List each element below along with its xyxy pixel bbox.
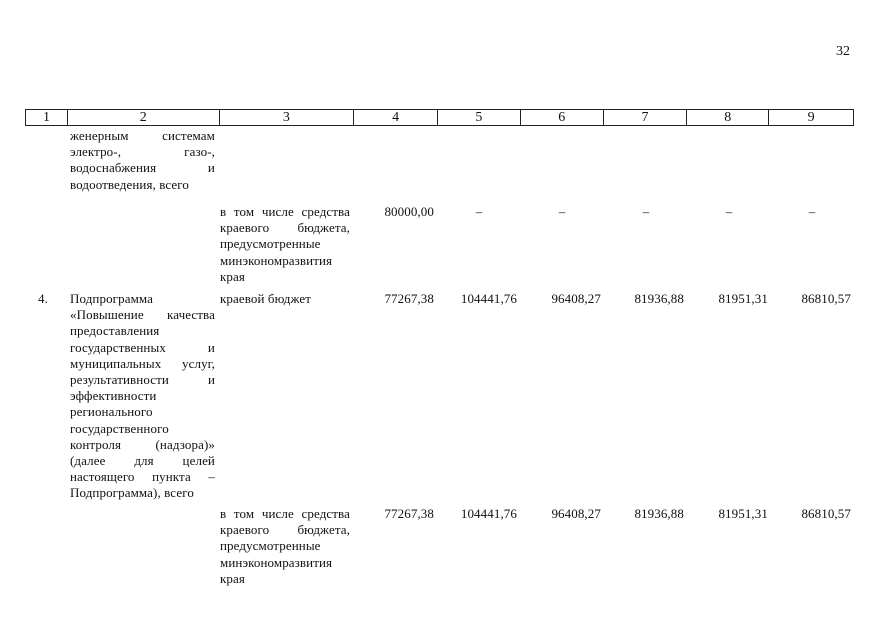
value-col-5: – xyxy=(475,204,483,219)
header-cell-9: 9 xyxy=(807,110,815,125)
value-col-7: 81936,88 xyxy=(634,506,684,521)
value-col-9: 86810,57 xyxy=(801,291,851,306)
header-cell-6: 6 xyxy=(521,110,604,125)
header-cell-4: 4 xyxy=(354,110,438,125)
value-col-9: – xyxy=(808,204,816,219)
header-cell-5: 5 xyxy=(438,110,521,125)
value-col-8: 81951,31 xyxy=(718,506,768,521)
item-number: 4. xyxy=(38,291,48,306)
value-col-5: 104441,76 xyxy=(460,506,517,521)
value-col-7: 81936,88 xyxy=(634,291,684,306)
header-cell-3: 3 xyxy=(220,110,355,125)
value-col-4: 80000,00 xyxy=(384,204,434,219)
header-cell-2: 2 xyxy=(68,110,220,125)
value-col-8: – xyxy=(725,204,733,219)
header-cell-7: 7 xyxy=(604,110,688,125)
item-name: женерным системам электро-, газо-, водоснабжения и водоотведения, всего xyxy=(70,128,215,192)
value-col-5: 104441,76 xyxy=(460,291,517,306)
value-col-4: 77267,38 xyxy=(384,291,434,306)
funding-source: в том числе средства краевого бюджета, предусмотренные минэкономразвития края xyxy=(220,204,350,284)
page-number: 32 xyxy=(836,44,850,59)
value-col-9: 86810,57 xyxy=(801,506,851,521)
item-name: Подпрограмма «Повышение качества предоставления государственных и муниципальных услуг, результативности и эффективности регионального государственного контроля (надзора)» (далее для целей настоящего пункта – Подпрограмма), всего xyxy=(70,291,215,501)
value-col-6: 96408,27 xyxy=(551,291,601,306)
value-col-4: 77267,38 xyxy=(384,506,434,521)
header-cell-1: 1 xyxy=(26,110,68,125)
header-cell-8: 8 xyxy=(687,110,769,125)
value-col-6: 96408,27 xyxy=(551,506,601,521)
table-header-row xyxy=(25,109,854,126)
funding-source: краевой бюджет xyxy=(220,291,312,306)
value-col-8: 81951,31 xyxy=(718,291,768,306)
value-col-7: – xyxy=(642,204,650,219)
value-col-6: – xyxy=(558,204,566,219)
funding-source: в том числе средства краевого бюджета, предусмотренные минэкономразвития края xyxy=(220,506,350,586)
